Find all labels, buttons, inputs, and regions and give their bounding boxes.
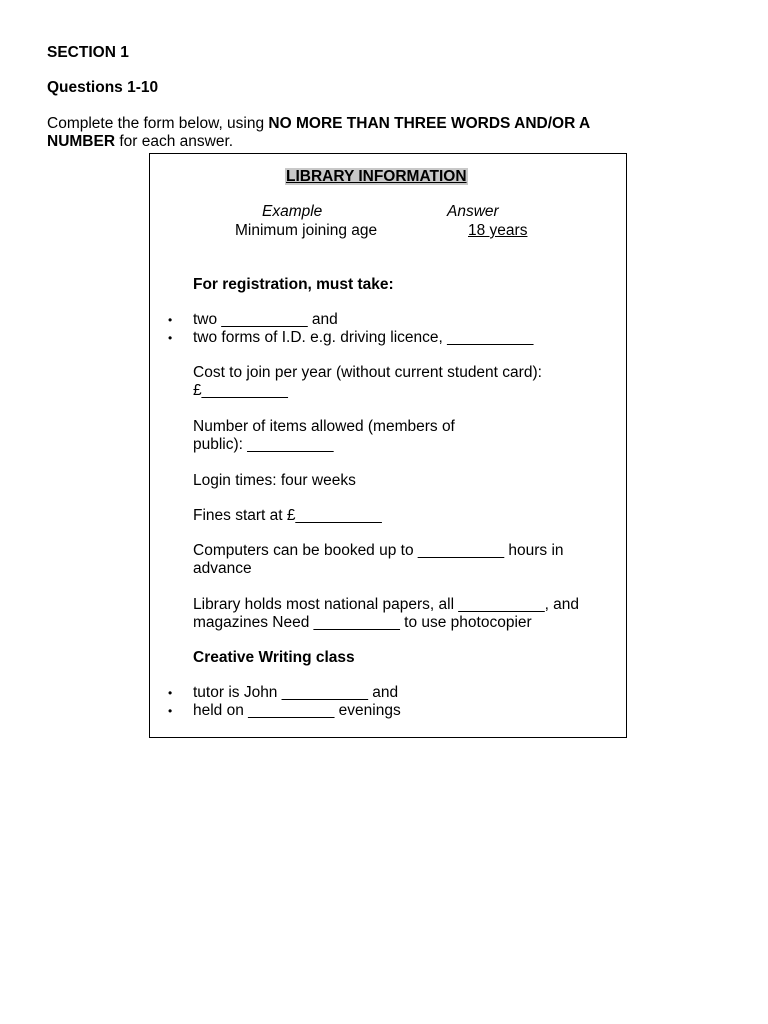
form-title-text: LIBRARY INFORMATION	[286, 168, 467, 185]
registration-item-1: two __________ and	[193, 311, 338, 328]
example-question: Minimum joining age	[235, 222, 378, 239]
instructions-emphasis-1: NO MORE THAN THREE WORDS AND/OR A	[268, 115, 591, 132]
computers-line-2: advance	[193, 560, 252, 577]
example-answer: 18 years	[468, 222, 528, 239]
section-title: SECTION 1	[47, 44, 129, 61]
bullet-icon: •	[168, 331, 173, 345]
items-line-1: Number of items allowed (members of	[193, 418, 455, 435]
bullet-icon: •	[168, 313, 173, 327]
papers-line-2: magazines Need __________ to use photocopier	[193, 614, 532, 631]
instructions-suffix: for each answer.	[115, 133, 234, 150]
registration-item-2: two forms of I.D. e.g. driving licence, __________	[193, 329, 534, 346]
instructions-prefix: Complete the form below, using	[47, 115, 269, 132]
cost-line-2: £__________	[193, 382, 288, 399]
bullet-icon: •	[168, 704, 173, 718]
instructions-emphasis-2: NUMBER	[47, 133, 116, 150]
answer-header: Answer	[447, 203, 499, 220]
cost-line-1: Cost to join per year (without current student card):	[193, 364, 542, 381]
registration-heading: For registration, must take:	[193, 276, 394, 293]
fines-line: Fines start at £__________	[193, 507, 382, 524]
creative-item-1: tutor is John __________ and	[193, 684, 399, 701]
form-title	[285, 168, 468, 186]
instructions-line-1	[47, 115, 590, 133]
creative-item-2: held on __________ evenings	[193, 702, 401, 719]
questions-label: Questions 1-10	[47, 79, 159, 96]
bullet-icon: •	[168, 686, 173, 700]
example-header: Example	[262, 203, 323, 220]
login-times: Login times: four weeks	[193, 472, 356, 489]
creative-heading: Creative Writing class	[193, 649, 355, 666]
items-line-2: public): __________	[193, 436, 334, 453]
papers-line-1: Library holds most national papers, all __________, and	[193, 596, 580, 613]
instructions-line-2	[47, 133, 233, 151]
computers-line-1: Computers can be booked up to __________ hours in	[193, 542, 564, 559]
